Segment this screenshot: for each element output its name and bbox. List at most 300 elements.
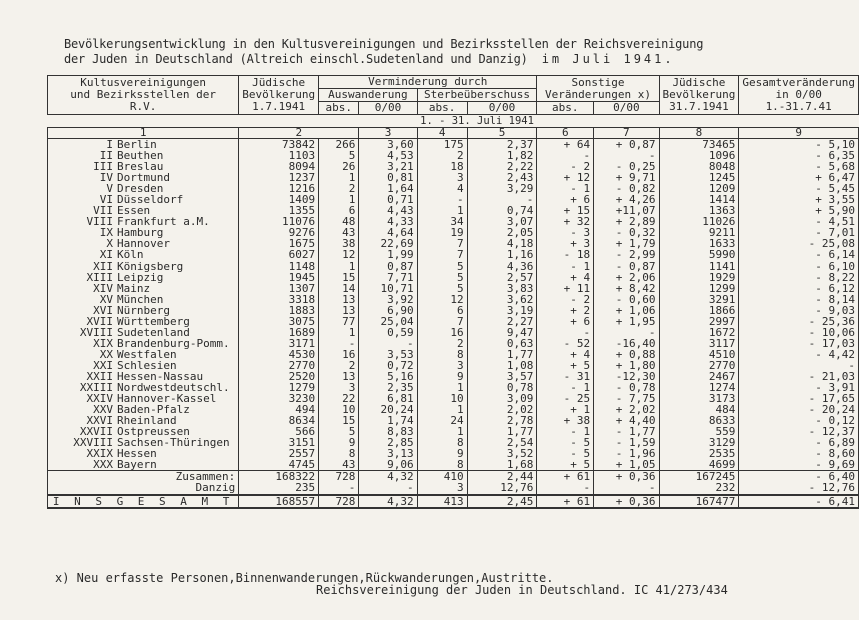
table-cell: - <box>467 194 537 205</box>
table-cell: 4699 <box>659 459 739 471</box>
table-cell: + 15 <box>537 205 594 216</box>
row-name: Köln <box>117 249 144 261</box>
table-cell: 9,47 <box>467 327 537 338</box>
table-cell: 1103 <box>239 150 319 161</box>
table-cell: 8,83 <box>359 426 417 437</box>
signature: Reichsvereinigung der Juden in Deutschland. IC 41/273/434 <box>316 583 728 597</box>
table-cell: 1409 <box>239 194 319 205</box>
header-em-permille: 0/00 <box>359 102 417 115</box>
table-cell: 1 <box>319 172 359 183</box>
row-label <box>48 360 239 371</box>
col-number: 3 <box>359 128 417 139</box>
row-name: Hessen <box>117 448 157 460</box>
table-cell: - <box>359 338 417 349</box>
table-cell: 2,35 <box>359 382 417 393</box>
table-cell: - 1 <box>537 261 594 272</box>
header-pop-end: Jüdische Bevölkerung 31.7.1941 <box>659 76 739 115</box>
table-cell: 4 <box>417 183 467 194</box>
table-cell: 1148 <box>239 261 319 272</box>
table-cell: - 31 <box>537 371 594 382</box>
table-row <box>48 459 859 471</box>
table-cell: - <box>594 327 659 338</box>
table-cell: 77 <box>319 316 359 327</box>
table-cell: 1363 <box>659 205 739 216</box>
table-cell: 2,02 <box>467 404 537 415</box>
row-roman-numeral: XIV <box>93 282 113 294</box>
table-cell: - 12,37 <box>739 426 859 437</box>
table-cell: 4,53 <box>359 150 417 161</box>
table-cell: 4745 <box>239 459 319 471</box>
table-cell: 3318 <box>239 294 319 305</box>
table-cell: 5990 <box>659 249 739 260</box>
row-roman-numeral: XXVII <box>79 426 113 438</box>
table-cell: 9,06 <box>359 459 417 471</box>
table-cell: 413 <box>417 495 467 508</box>
table-cell: 2770 <box>659 360 739 371</box>
table-cell: 2,45 <box>467 495 537 508</box>
table-cell: 25,04 <box>359 316 417 327</box>
table-cell: + 38 <box>537 415 594 426</box>
table-cell: 0,74 <box>467 205 537 216</box>
table-cell: - 0,78 <box>594 382 659 393</box>
row-label <box>48 382 239 393</box>
row-label <box>48 305 239 316</box>
table-cell: + 6 <box>537 194 594 205</box>
row-roman-numeral: IX <box>99 227 113 239</box>
table-cell: 5 <box>319 150 359 161</box>
table-cell: + 12 <box>537 172 594 183</box>
table-cell: 3151 <box>239 437 319 448</box>
row-roman-numeral: I <box>106 138 113 151</box>
row-roman-numeral: XXV <box>93 404 113 416</box>
row-roman-numeral: VII <box>93 205 113 217</box>
table-cell: 12 <box>417 294 467 305</box>
table-cell: - 1 <box>537 382 594 393</box>
row-name: Leipzig <box>117 271 164 283</box>
row-label <box>48 139 239 151</box>
table-cell: 2 <box>417 150 467 161</box>
row-roman-numeral: XI <box>99 249 113 261</box>
table-cell: 19 <box>417 227 467 238</box>
row-name: München <box>117 293 164 305</box>
table-row <box>48 305 859 316</box>
table-cell: 0,81 <box>359 172 417 183</box>
table-cell: 5 <box>417 272 467 283</box>
table-cell: - <box>739 360 859 371</box>
table-cell: 11076 <box>239 216 319 227</box>
table-cell: 43 <box>319 227 359 238</box>
table-cell: + 2 <box>537 305 594 316</box>
table-cell: - <box>594 482 659 494</box>
header-pop-start: Jüdische Bevölkerung 1.7.1941 <box>239 76 319 115</box>
table-cell: 16 <box>417 327 467 338</box>
table-cell: 559 <box>659 426 739 437</box>
table-cell: 1141 <box>659 261 739 272</box>
table-cell: 1216 <box>239 183 319 194</box>
table-cell: 2,85 <box>359 437 417 448</box>
header-emigration: Auswanderung <box>319 89 418 102</box>
table-cell: 5 <box>417 283 467 294</box>
table-cell: 7,71 <box>359 272 417 283</box>
row-label <box>48 459 239 471</box>
row-name: Schlesien <box>117 359 177 371</box>
table-cell: - 0,87 <box>594 261 659 272</box>
table-cell: - 4,42 <box>739 349 859 360</box>
table-cell: 3173 <box>659 393 739 404</box>
table-cell: 728 <box>319 471 359 483</box>
table-cell: - 6,40 <box>739 471 859 483</box>
row-label <box>48 415 239 426</box>
row-label <box>48 216 239 227</box>
col-number: 4 <box>417 128 467 139</box>
table-cell: 18 <box>417 161 467 172</box>
row-name: Hamburg <box>117 227 164 239</box>
table-cell: 1,82 <box>467 150 537 161</box>
table-cell: 1245 <box>659 172 739 183</box>
row-name: Sachsen-Thüringen <box>117 437 230 449</box>
table-cell: 168557 <box>239 495 319 508</box>
table-cell: 3,29 <box>467 183 537 194</box>
table-cell: 2467 <box>659 371 739 382</box>
table-cell: 10 <box>319 404 359 415</box>
table-cell: 8 <box>319 448 359 459</box>
table-cell: 2557 <box>239 448 319 459</box>
row-name: Bayern <box>117 459 157 471</box>
table-row <box>48 327 859 338</box>
row-name: Königsberg <box>117 260 184 272</box>
table-cell: 12,76 <box>467 482 537 494</box>
table-row <box>48 294 859 305</box>
table-cell: 167245 <box>659 471 739 483</box>
table-row <box>48 272 859 283</box>
table-cell: 2,22 <box>467 161 537 172</box>
table-cell: 2,44 <box>467 471 537 483</box>
row-label <box>48 426 239 437</box>
population-table <box>47 75 859 509</box>
table-cell: - 6,12 <box>739 283 859 294</box>
table-cell: + 6,47 <box>739 172 859 183</box>
row-name: Baden-Pfalz <box>117 404 190 416</box>
table-cell: - 17,65 <box>739 393 859 404</box>
row-roman-numeral: XII <box>93 260 113 272</box>
title-line-2 <box>64 52 854 67</box>
row-name: Nordwestdeutschl. <box>117 382 230 394</box>
table-cell: 9276 <box>239 227 319 238</box>
table-row <box>48 404 859 415</box>
table-cell: 2 <box>319 360 359 371</box>
table-cell: 7 <box>417 238 467 249</box>
row-name: Brandenburg-Pomm. <box>117 337 230 349</box>
table-row <box>48 216 859 227</box>
row-label <box>48 404 239 415</box>
table-cell: 2,78 <box>467 415 537 426</box>
table-cell: 1 <box>417 404 467 415</box>
footnote: x) Neu erfasste Personen,Binnenwanderungen,Rückwanderungen,Austritte. <box>55 571 554 585</box>
table-cell: - 5,10 <box>739 139 859 151</box>
table-cell: 9 <box>417 448 467 459</box>
row-roman-numeral: XVII <box>86 315 113 327</box>
title-date: im Juli 1941. <box>541 52 675 66</box>
table-cell: - <box>537 327 594 338</box>
table-cell: 2,57 <box>467 272 537 283</box>
table-row <box>48 249 859 260</box>
row-roman-numeral: X <box>106 238 113 250</box>
table-cell: 16 <box>319 349 359 360</box>
table-cell: 1675 <box>239 238 319 249</box>
table-cell: 410 <box>417 471 467 483</box>
table-cell: 3 <box>417 360 467 371</box>
table-cell: 2535 <box>659 448 739 459</box>
table-cell: + 1,06 <box>594 305 659 316</box>
row-roman-numeral: VIII <box>86 216 113 228</box>
table-cell: + 1,95 <box>594 316 659 327</box>
table-cell: 8 <box>417 349 467 360</box>
table-cell: + 4,26 <box>594 194 659 205</box>
table-cell: - 25,08 <box>739 238 859 249</box>
table-cell: 3230 <box>239 393 319 404</box>
table-cell: - <box>319 482 359 494</box>
table-cell: + 1,79 <box>594 238 659 249</box>
row-roman-numeral: XVIII <box>79 326 113 338</box>
table-cell: - 5,45 <box>739 183 859 194</box>
header-deaths: Sterbeüberschuss <box>417 89 537 102</box>
table-row <box>48 349 859 360</box>
col-number: 1 <box>48 128 239 139</box>
table-cell: 11026 <box>659 216 739 227</box>
row-label <box>48 338 239 349</box>
table-cell: 5 <box>417 261 467 272</box>
col-number: 6 <box>537 128 594 139</box>
table-cell: 1274 <box>659 382 739 393</box>
table-cell: -16,40 <box>594 338 659 349</box>
table-cell: 4,33 <box>359 216 417 227</box>
table-cell: + 64 <box>537 139 594 151</box>
table-cell: 1 <box>319 327 359 338</box>
title-line-2-text: der Juden in Deutschland (Altreich einschl.Sudetenland und Danzig) <box>64 52 528 66</box>
table-cell: + 11 <box>537 283 594 294</box>
row-roman-numeral: IV <box>99 172 113 184</box>
header-reduction: Verminderung durch <box>319 76 537 89</box>
table-cell: 2 <box>417 338 467 349</box>
table-cell: 1929 <box>659 272 739 283</box>
row-name: Beuthen <box>117 150 164 162</box>
summary-label: Zusammen: <box>48 471 239 483</box>
table-cell: + 0,36 <box>594 471 659 483</box>
table-cell: + 0,88 <box>594 349 659 360</box>
table-row <box>48 393 859 404</box>
table-row <box>48 283 859 294</box>
table-cell: 15 <box>319 415 359 426</box>
table-cell: 9 <box>319 437 359 448</box>
table-cell: - 25,36 <box>739 316 859 327</box>
table-cell: - 8,22 <box>739 272 859 283</box>
table-cell: - 18 <box>537 249 594 260</box>
table-cell: 2770 <box>239 360 319 371</box>
table-cell: 0,59 <box>359 327 417 338</box>
table-cell: - 10,06 <box>739 327 859 338</box>
table-cell: 494 <box>239 404 319 415</box>
row-roman-numeral: XXVI <box>86 415 113 427</box>
table-cell: 24 <box>417 415 467 426</box>
table-cell: + 3 <box>537 238 594 249</box>
table-cell: + 8,42 <box>594 283 659 294</box>
table-cell: 4,36 <box>467 261 537 272</box>
table-cell: 13 <box>319 305 359 316</box>
table-cell: + 3,55 <box>739 194 859 205</box>
row-roman-numeral: XX <box>99 348 113 360</box>
row-roman-numeral: XXX <box>93 459 113 471</box>
table-cell: 9211 <box>659 227 739 238</box>
table-row <box>48 205 859 216</box>
table-cell: + 5 <box>537 459 594 471</box>
table-cell: 3291 <box>659 294 739 305</box>
table-cell: 1414 <box>659 194 739 205</box>
table-row <box>48 261 859 272</box>
row-name: Dortmund <box>117 172 170 184</box>
row-name: Frankfurt a.M. <box>117 216 210 228</box>
table-cell: 7 <box>417 249 467 260</box>
row-roman-numeral: II <box>99 150 113 162</box>
table-cell: + 2,02 <box>594 404 659 415</box>
table-cell: 1299 <box>659 283 739 294</box>
table-cell: 566 <box>239 426 319 437</box>
table-cell: - 1,59 <box>594 437 659 448</box>
table-cell: 2997 <box>659 316 739 327</box>
table-cell: - 21,03 <box>739 371 859 382</box>
table-cell: - 0,12 <box>739 415 859 426</box>
summary-row <box>48 482 859 494</box>
table-cell: + 2,89 <box>594 216 659 227</box>
table-cell: 0,71 <box>359 194 417 205</box>
table-cell: 13 <box>319 371 359 382</box>
row-roman-numeral: XXIII <box>79 382 113 394</box>
table-cell: 6 <box>417 305 467 316</box>
table-cell: 14 <box>319 283 359 294</box>
table-cell: 3,62 <box>467 294 537 305</box>
table-cell: 1237 <box>239 172 319 183</box>
table-cell: 38 <box>319 238 359 249</box>
table-cell: 2,27 <box>467 316 537 327</box>
table-cell: 3,60 <box>359 139 417 151</box>
table-cell: 73465 <box>659 139 739 151</box>
row-label <box>48 448 239 459</box>
row-roman-numeral: XXIV <box>86 393 113 405</box>
table-cell: 3,09 <box>467 393 537 404</box>
table-cell: 3171 <box>239 338 319 349</box>
table-cell: - 0,82 <box>594 183 659 194</box>
table-cell: 484 <box>659 404 739 415</box>
table-cell: - 6,14 <box>739 249 859 260</box>
table-cell: 73842 <box>239 139 319 151</box>
row-label <box>48 437 239 448</box>
row-name: Düsseldorf <box>117 194 184 206</box>
table-row <box>48 172 859 183</box>
table-cell: - 17,03 <box>739 338 859 349</box>
col-number: 5 <box>467 128 537 139</box>
table-cell: 1866 <box>659 305 739 316</box>
table-cell: 3,52 <box>467 448 537 459</box>
table-cell: + 61 <box>537 495 594 508</box>
table-cell: 4510 <box>659 349 739 360</box>
table-cell: - 3,91 <box>739 382 859 393</box>
table-cell: 1 <box>319 261 359 272</box>
header-de-abs: abs. <box>417 102 467 115</box>
table-cell: + 0,87 <box>594 139 659 151</box>
table-cell: 3117 <box>659 338 739 349</box>
table-cell: 3,92 <box>359 294 417 305</box>
row-roman-numeral: XIII <box>86 271 113 283</box>
table-cell: - 2 <box>537 161 594 172</box>
table-cell: 4,43 <box>359 205 417 216</box>
table-cell: - 6,41 <box>739 495 859 508</box>
row-name: Sudetenland <box>117 326 190 338</box>
table-cell: 2,37 <box>467 139 537 151</box>
table-cell: 1 <box>417 205 467 216</box>
table-cell: 4530 <box>239 349 319 360</box>
row-label <box>48 172 239 183</box>
table-cell: + 4 <box>537 349 594 360</box>
table-cell: 3,83 <box>467 283 537 294</box>
table-cell: 3,13 <box>359 448 417 459</box>
table-cell: 175 <box>417 139 467 151</box>
table-cell: 1672 <box>659 327 739 338</box>
table-cell: - <box>319 338 359 349</box>
row-label <box>48 393 239 404</box>
table-row <box>48 150 859 161</box>
table-cell: 3,53 <box>359 349 417 360</box>
table-cell: 34 <box>417 216 467 227</box>
table-cell: - 12,76 <box>739 482 859 494</box>
row-label <box>48 161 239 172</box>
table-row <box>48 194 859 205</box>
row-label <box>48 272 239 283</box>
table-cell: 6,90 <box>359 305 417 316</box>
table-row <box>48 316 859 327</box>
table-cell: + 32 <box>537 216 594 227</box>
row-name: Hessen-Nassau <box>117 370 204 383</box>
table-cell: - 25 <box>537 393 594 404</box>
grand-total-row <box>48 495 859 508</box>
table-cell: 3 <box>417 172 467 183</box>
row-label <box>48 371 239 382</box>
table-cell: 8048 <box>659 161 739 172</box>
table-cell: 2,43 <box>467 172 537 183</box>
table-cell: 1279 <box>239 382 319 393</box>
table-cell: 3129 <box>659 437 739 448</box>
table-cell: 3075 <box>239 316 319 327</box>
row-roman-numeral: VI <box>99 194 113 206</box>
row-name: Hannover-Kassel <box>117 393 217 405</box>
table-cell: - <box>359 482 417 494</box>
table-cell: 4,64 <box>359 227 417 238</box>
table-cell: 1307 <box>239 283 319 294</box>
table-cell: 15 <box>319 272 359 283</box>
table-cell: - <box>537 482 594 494</box>
row-label <box>48 238 239 249</box>
table-cell: 26 <box>319 161 359 172</box>
table-cell: 1,68 <box>467 459 537 471</box>
table-cell: 1689 <box>239 327 319 338</box>
table-cell: 0,63 <box>467 338 537 349</box>
table-cell: 3 <box>417 482 467 494</box>
table-row <box>48 437 859 448</box>
table-cell: - 2 <box>537 294 594 305</box>
header-deaths-period: 1. - 31. Juli 1941 <box>420 115 534 127</box>
row-roman-numeral: XIX <box>93 337 113 349</box>
table-cell: 0,87 <box>359 261 417 272</box>
row-label <box>48 249 239 260</box>
row-name: Nürnberg <box>117 304 170 316</box>
